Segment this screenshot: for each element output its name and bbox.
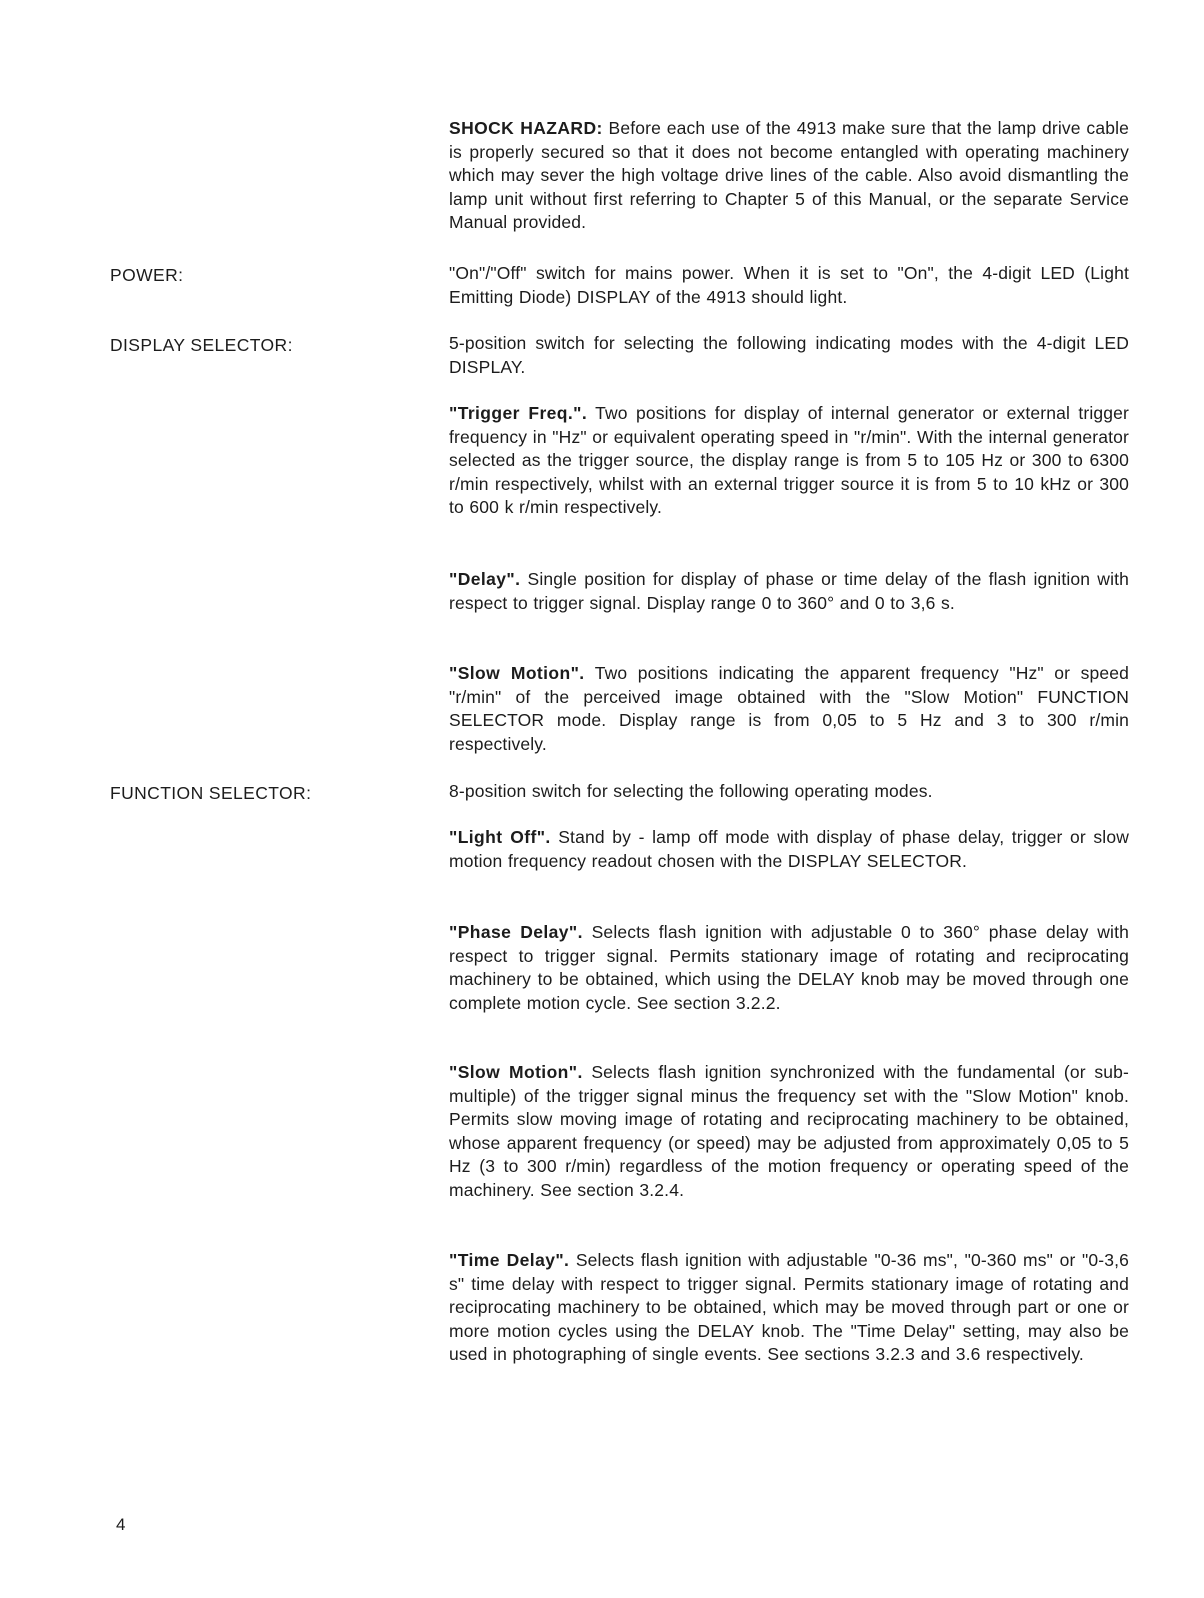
shock-hazard-paragraph — [449, 117, 1129, 235]
display-selector-intro: 5-position switch for selecting the following indicating modes with the 4-digit LED DISPLAY. — [449, 333, 1129, 377]
shock-hazard-text: Before each use of the 4913 make sure that the lamp drive cable is properly secured so that it does not become entangled with operating machinery which may sever the high voltage drive lines of the cable. Also avoid dismantling the lamp unit without first referring to Chapter 5 of this Manual, or the separate Service Manual provided. — [449, 118, 1130, 233]
page-number: 4 — [116, 1515, 126, 1534]
time-delay-paragraph — [449, 1249, 1129, 1367]
phase-delay-text: Selects flash ignition with adjustable 0 to 360° phase delay with respect to trigger signal. Permits stationary image of rotating and reciprocating machinery to be obtained, which using the DELAY knob may be moved through one complete motion cycle. See section 3.2.2. — [449, 922, 1129, 1013]
slow-motion-display-paragraph — [449, 662, 1129, 756]
delay-text: Single position for display of phase or time delay of the flash ignition with respect to trigger signal. Display range 0 to 360° and 0 to 3,6 s. — [449, 569, 1129, 613]
trigger-freq-title: "Trigger Freq.". — [449, 403, 588, 423]
power-label: POWER: — [110, 265, 184, 285]
trigger-freq-text: Two positions for display of internal generator or external trigger frequency in "Hz" or equivalent operating speed in "r/min". With the internal generator selected as the trigger source, the display range is from 5 to 105 Hz or 300 to 6300 r/min respectively, whilst with an external trigger source it is from 5 to 10 kHz or 300 to 600 k r/min respectively. — [449, 403, 1129, 518]
shock-hazard-heading: SHOCK HAZARD: — [449, 118, 603, 138]
slow-motion-function-paragraph — [449, 1061, 1129, 1203]
light-off-paragraph — [449, 826, 1129, 873]
light-off-text: Stand by - lamp off mode with display of phase delay, trigger or slow motion frequency readout chosen with the DISPLAY SELECTOR. — [449, 827, 1129, 871]
delay-paragraph — [449, 568, 1129, 615]
slow-motion-function-title: "Slow Motion". — [449, 1062, 583, 1082]
delay-title: "Delay". — [449, 569, 521, 589]
function-selector-label: FUNCTION SELECTOR: — [110, 783, 312, 803]
power-paragraph: "On"/"Off" switch for mains power. When it is set to "On", the 4-digit LED (Light Emitting Diode) DISPLAY of the 4913 should light. — [449, 263, 1129, 307]
trigger-freq-paragraph — [449, 402, 1129, 520]
time-delay-title: "Time Delay". — [449, 1250, 570, 1270]
slow-motion-function-text: Selects flash ignition synchronized with the fundamental (or sub-multiple) of the trigger signal minus the frequency set with the "Slow Motion" knob. Permits slow moving image of rotating and reciprocating machinery to be obtained, whose apparent frequency (or speed) may be adjusted from approximately 0,05 to 5 Hz (3 to 300 r/min) regardless of the motion frequency or operating speed of the machinery. See section 3.2.4. — [449, 1062, 1130, 1200]
function-selector-intro: 8-position switch for selecting the following operating modes. — [449, 781, 933, 801]
phase-delay-title: "Phase Delay". — [449, 922, 583, 942]
light-off-title: "Light Off". — [449, 827, 551, 847]
phase-delay-paragraph — [449, 921, 1129, 1015]
slow-motion-display-title: "Slow Motion". — [449, 663, 585, 683]
display-selector-label: DISPLAY SELECTOR: — [110, 335, 293, 355]
slow-motion-display-text: Two positions indicating the apparent frequency "Hz" or speed "r/min" of the perceived image obtained with the "Slow Motion" FUNCTION SELECTOR mode. Display range is from 0,05 to 5 Hz and 3 to 300 r/min respectively. — [449, 663, 1130, 754]
time-delay-text: Selects flash ignition with adjustable "0-36 ms", "0-360 ms" or "0-3,6 s" time delay with respect to trigger signal. Permits stationary image of rotating and reciprocating machinery to be obtained, which may be moved through part or one or more motion cycles using the DELAY knob. The "Time Delay" setting, may also be used in photographing of single events. See sections 3.2.3 and 3.6 respectively. — [449, 1250, 1129, 1365]
